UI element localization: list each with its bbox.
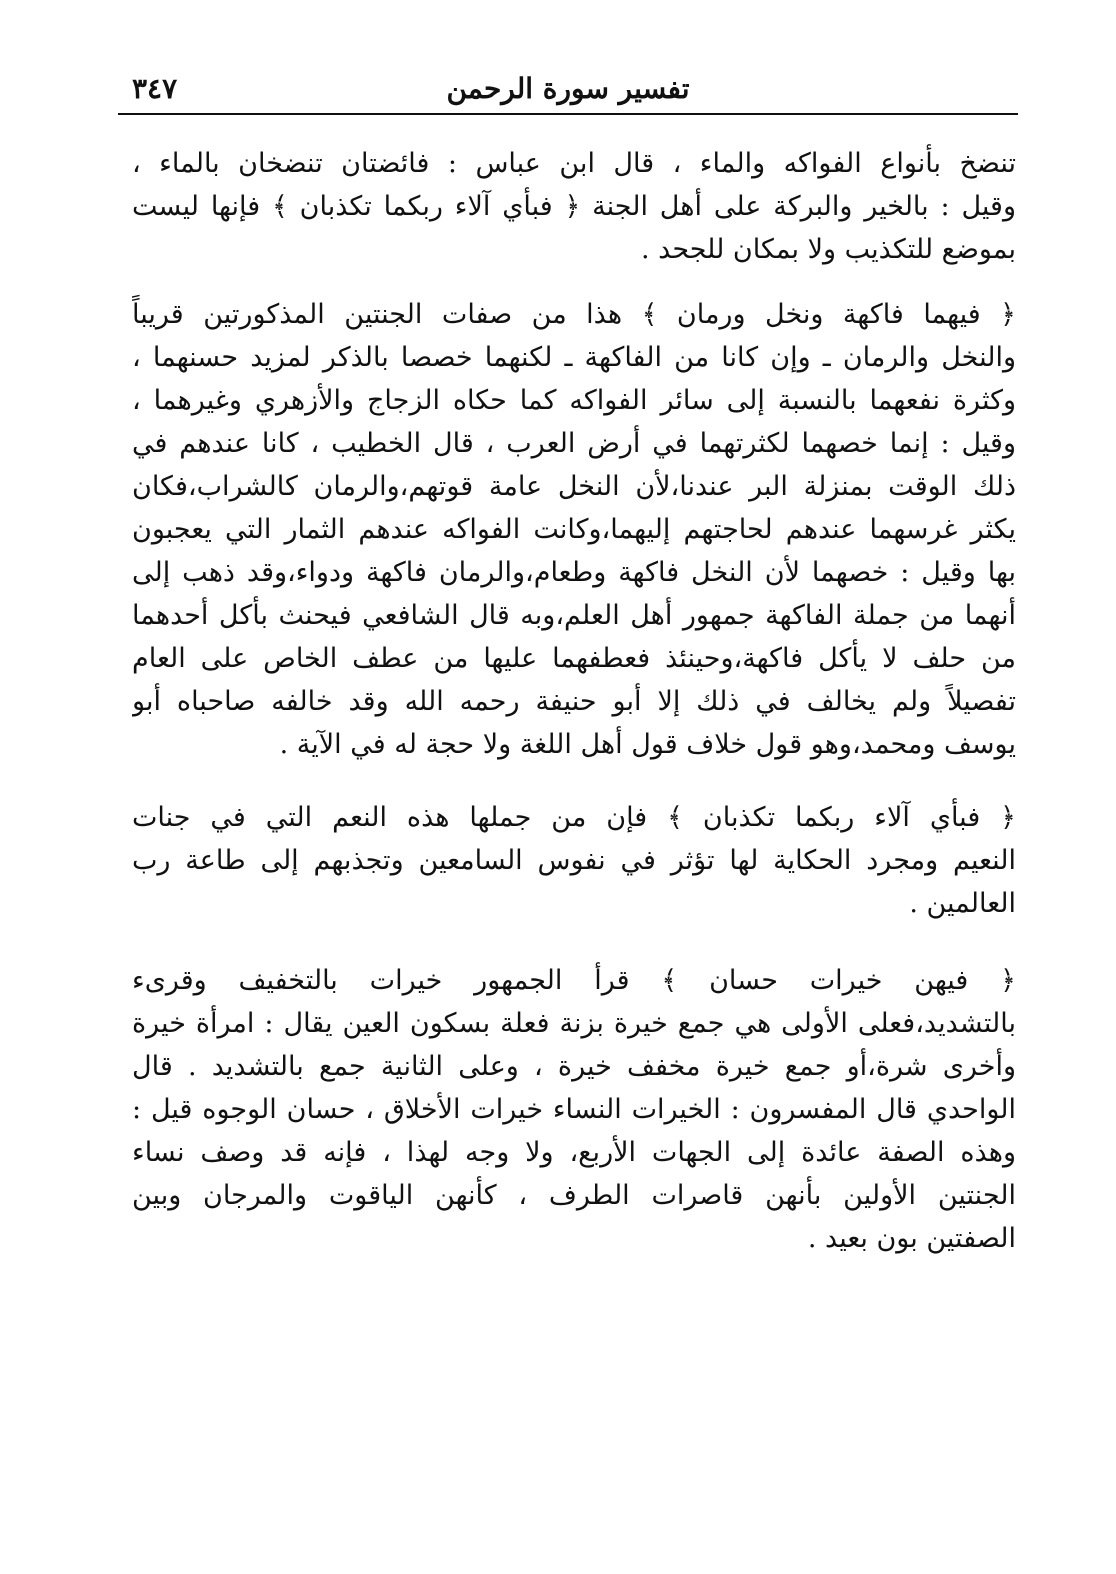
text-line: النعيم ومجرد الحكاية لها تؤثر في نفوس السامعين وتجذبهم إلى طاعة رب [132, 845, 1016, 876]
text-line: الواحدي قال المفسرون : الخيرات النساء خيرات الأخلاق ، حسان الوجوه قيل : [132, 1094, 1016, 1125]
text-line: يكثر غرسهما عندهم لحاجتهم إليهما،وكانت الفواكه عندهم الثمار التي يعجبون [132, 514, 1016, 545]
paragraph [132, 796, 1016, 925]
text-line: بالتشديد،فعلى الأولى هي جمع خيرة بزنة فعلة بسكون العين يقال : امرأة خيرة [132, 1008, 1016, 1039]
text-line: بموضع للتكذيب ولا بمكان للجحد . [640, 234, 1016, 265]
text-line: تفصيلاً ولم يخالف في ذلك إلا أبو حنيفة رحمه الله وقد خالفه صاحباه أبو [132, 686, 1016, 717]
text-line: وأخرى شرة،أو جمع خيرة مخفف خيرة ، وعلى الثانية جمع بالتشديد . قال [132, 1051, 1016, 1082]
text-line: يوسف ومحمد،وهو قول خلاف قول أهل اللغة ولا حجة له في الآية . [279, 729, 1016, 760]
running-title: تفسير سورة الرحمن [446, 72, 690, 105]
text-line: أنهما من جملة الفاكهة جمهور أهل العلم،وبه قال الشافعي فيحنث بأكل أحدهما [132, 600, 1016, 631]
text-line: تنضخ بأنواع الفواكه والماء ، قال ابن عباس : فائضتان تنضخان بالماء ، [132, 148, 1016, 179]
paragraph [132, 293, 1016, 766]
text-line: العالمين . [909, 888, 1016, 919]
text-line: ذلك الوقت بمنزلة البر عندنا،لأن النخل عامة قوتهم،والرمان كالشراب،فكان [132, 471, 1016, 502]
page-number: ٣٤٧ [132, 72, 178, 105]
text-line: وهذه الصفة عائدة إلى الجهات الأربع، ولا وجه لهذا ، فإنه قد وصف نساء [132, 1137, 1016, 1168]
body-text [132, 142, 1016, 1260]
text-line: والنخل والرمان ـ وإن كانا من الفاكهة ـ لكنهما خصصا بالذكر لمزيد حسنهما ، [132, 342, 1016, 373]
text-line: ﴿ فيهن خيرات حسان ﴾ قرأ الجمهور خيرات بالتخفيف وقرىء [132, 965, 1016, 996]
text-line: الصفتين بون بعيد . [807, 1223, 1016, 1254]
text-line: ﴿ فبأي آلاء ربكما تكذبان ﴾ فإن من جملها هذه النعم التي في جنات [132, 802, 1016, 833]
text-line: وكثرة نفعهما بالنسبة إلى سائر الفواكه كما حكاه الزجاج والأزهري وغيرهما ، [132, 385, 1016, 416]
paragraph [132, 959, 1016, 1260]
text-line: بها وقيل : خصهما لأن النخل فاكهة وطعام،والرمان فاكهة ودواء،وقد ذهب إلى [132, 557, 1016, 588]
text-line: وقيل : بالخير والبركة على أهل الجنة ﴿ فبأي آلاء ربكما تكذبان ﴾ فإنها ليست [132, 191, 1016, 222]
paragraph [132, 142, 1016, 271]
text-line: الجنتين الأولين بأنهن قاصرات الطرف ، كأنهن الياقوت والمرجان وبين [132, 1180, 1016, 1211]
text-line: من حلف لا يأكل فاكهة،وحينئذ فعطفهما عليها من عطف الخاص على العام [132, 643, 1016, 674]
header-rule [118, 113, 1018, 115]
text-line: وقيل : إنما خصهما لكثرتهما في أرض العرب ، قال الخطيب ، كانا عندهم في [132, 428, 1016, 459]
text-line: ﴿ فيهما فاكهة ونخل ورمان ﴾ هذا من صفات الجنتين المذكورتين قريباً [132, 299, 1016, 330]
page-header [118, 70, 1018, 110]
